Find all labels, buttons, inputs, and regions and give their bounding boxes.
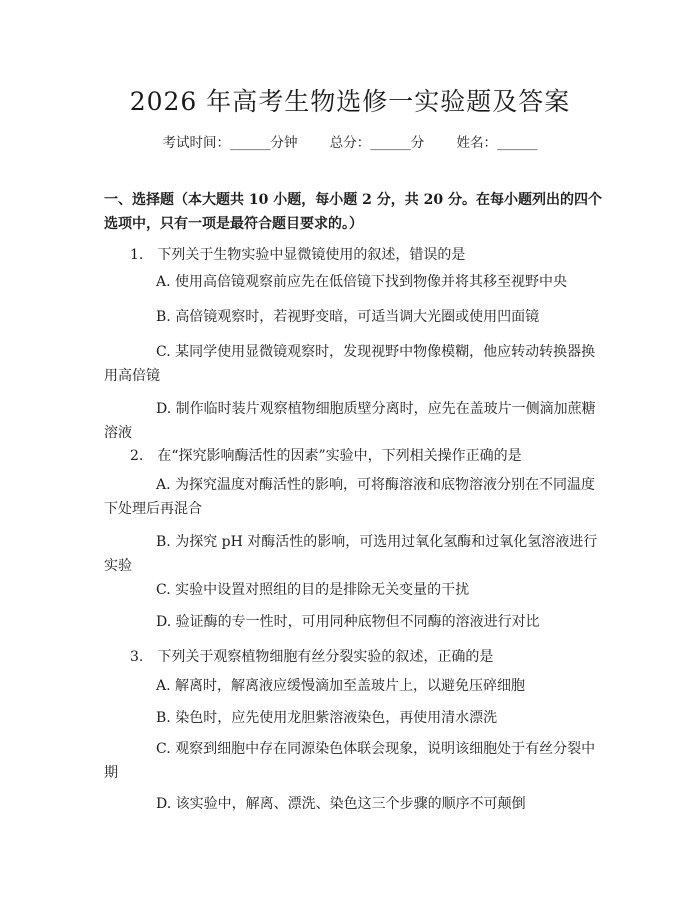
- question-option: D. 制作临时装片观察植物细胞质壁分离时，应先在盖玻片一侧滴加蔗糖溶液: [104, 401, 596, 441]
- question-option: D. 验证酶的专一性时，可用同种底物但不同酶的溶液进行对比: [156, 614, 540, 630]
- question-option: C. 某同学使用显微镜观察时，发现视野中物像模糊，他应转动转换器换用高倍镜: [104, 344, 596, 384]
- question-stem: 3. 下列关于观察植物细胞有丝分裂实验的叙述，正确的是: [130, 649, 494, 665]
- exam-name-field: 姓名：______: [456, 135, 538, 151]
- exam-time-field: 考试时间：______分钟: [162, 135, 298, 151]
- exam-title: 2026 年高考生物选修一实验题及答案: [129, 87, 571, 116]
- question-option: D. 该实验中，解离、漂洗、染色这三个步骤的顺序不可颠倒: [156, 796, 526, 812]
- question-option: A. 为探究温度对酶活性的影响，可将酶溶液和底物溶液分别在不同温度下处理后再混合: [104, 477, 596, 517]
- question-option: C. 实验中设置对照组的目的是排除无关变量的干扰: [156, 582, 470, 598]
- exam-score-field: 总分：______分: [329, 135, 425, 151]
- section-heading: 一、选择题（本大题共 10 小题，每小题 2 分，共 20 分。在每小题列出的四个选项中，只有一项是最符合题目要求的。）: [104, 192, 602, 232]
- question-option: A. 解离时，解离液应缓慢滴加至盖玻片上，以避免压碎细胞: [156, 678, 526, 694]
- question-option: A. 使用高倍镜观察前应先在低倍镜下找到物像并将其移至视野中央: [156, 274, 568, 290]
- question-option: B. 为探究 pH 对酶活性的影响，可选用过氧化氢酶和过氧化氢溶液进行实验: [104, 534, 598, 574]
- question-stem: 1. 下列关于生物实验中显微镜使用的叙述，错误的是: [130, 247, 466, 263]
- question-option: C. 观察到细胞中存在同源染色体联会现象，说明该细胞处于有丝分裂中期: [104, 741, 596, 781]
- question-option: B. 染色时，应先使用龙胆紫溶液染色，再使用清水漂洗: [156, 710, 498, 726]
- question-option: B. 高倍镜观察时，若视野变暗，可适当调大光圈或使用凹面镜: [156, 309, 540, 325]
- question-stem: 2. 在“探究影响酶活性的因素”实验中，下列相关操作正确的是: [130, 448, 522, 464]
- exam-meta: [0, 131, 700, 151]
